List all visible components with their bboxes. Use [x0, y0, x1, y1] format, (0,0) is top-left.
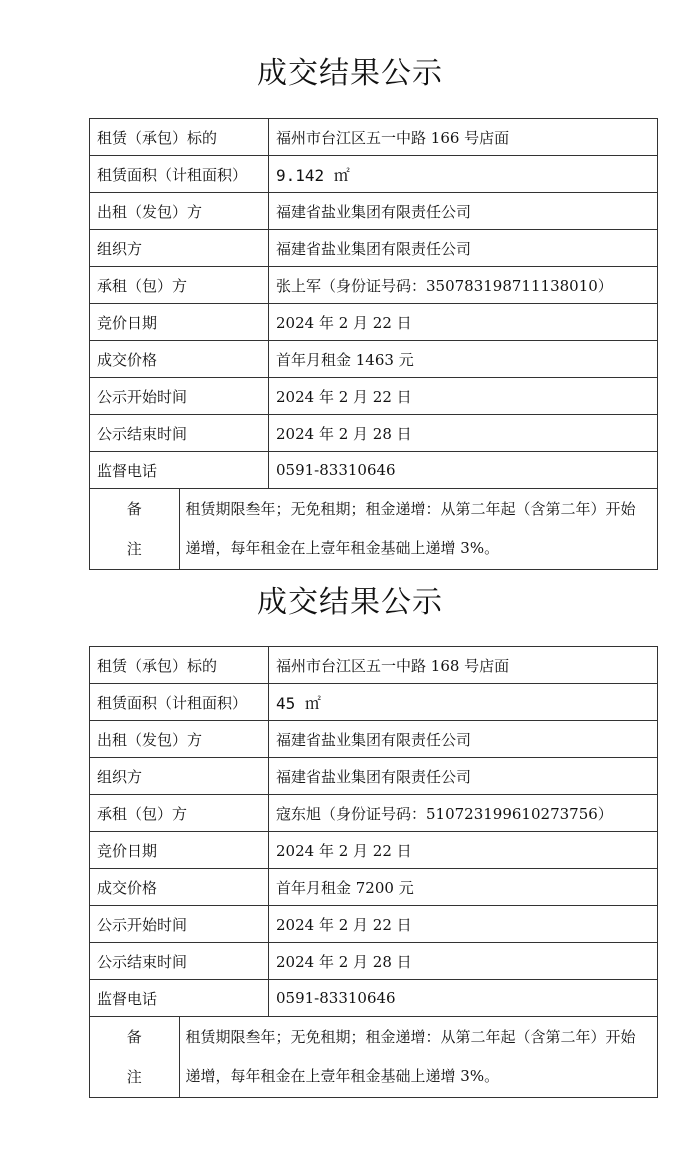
notice-title: 成交结果公示 [257, 585, 443, 620]
row-label-subject: 租赁（承包）标的 [90, 119, 269, 156]
table-row [90, 943, 658, 980]
table-row [90, 193, 658, 230]
row-value-organizer: 福建省盐业集团有限责任公司 [269, 758, 658, 795]
row-label-lessee: 承租（包）方 [90, 267, 269, 304]
row-value-start: 2024 年 2 月 22 日 [269, 378, 658, 415]
row-label-area: 租赁面积（计租面积） [90, 156, 269, 193]
table-row [90, 230, 658, 267]
table-row [90, 684, 658, 721]
row-label-lessee: 承租（包）方 [90, 795, 269, 832]
note-row [90, 489, 658, 570]
table-row [90, 156, 658, 193]
table-row [90, 980, 658, 1017]
table-row [90, 906, 658, 943]
row-label-end: 公示结束时间 [90, 943, 269, 980]
row-label-price: 成交价格 [90, 341, 269, 378]
row-label-lessor: 出租（发包）方 [90, 193, 269, 230]
row-label-price: 成交价格 [90, 869, 269, 906]
row-value-organizer: 福建省盐业集团有限责任公司 [269, 230, 658, 267]
note-label-char-1: 备 [126, 500, 142, 518]
table-row [90, 721, 658, 758]
table-row [90, 452, 658, 489]
row-value-price: 首年月租金 1463 元 [269, 341, 658, 378]
row-value-bid-date: 2024 年 2 月 22 日 [269, 304, 658, 341]
row-value-price: 首年月租金 7200 元 [269, 869, 658, 906]
row-label-start: 公示开始时间 [90, 378, 269, 415]
row-value-area: 9.142 ㎡ [269, 156, 658, 193]
table-row [90, 869, 658, 906]
table-row [90, 267, 658, 304]
row-value-subject: 福州市台江区五一中路 166 号店面 [269, 119, 658, 156]
row-value-end: 2024 年 2 月 28 日 [269, 415, 658, 452]
table-row [90, 832, 658, 869]
row-value-lessor: 福建省盐业集团有限责任公司 [269, 721, 658, 758]
table-row [90, 304, 658, 341]
result-table [89, 118, 658, 570]
row-label-start: 公示开始时间 [90, 906, 269, 943]
row-label-organizer: 组织方 [90, 230, 269, 267]
row-label-end: 公示结束时间 [90, 415, 269, 452]
row-label-bid-date: 竞价日期 [90, 304, 269, 341]
row-value-lessee: 张上军（身份证号码：350783198711138010） [269, 267, 658, 304]
table-row [90, 647, 658, 684]
table-row [90, 119, 658, 156]
note-label-char-2: 注 [126, 540, 142, 558]
row-label-bid-date: 竞价日期 [90, 832, 269, 869]
table-row [90, 415, 658, 452]
row-value-subject: 福州市台江区五一中路 168 号店面 [269, 647, 658, 684]
row-label-phone: 监督电话 [90, 452, 269, 489]
row-value-lessor: 福建省盐业集团有限责任公司 [269, 193, 658, 230]
result-table [89, 646, 658, 1098]
row-value-area: 45 ㎡ [269, 684, 658, 721]
row-value-phone: 0591-83310646 [269, 980, 658, 1017]
row-value-bid-date: 2024 年 2 月 22 日 [269, 832, 658, 869]
note-label-char-2: 注 [126, 1068, 142, 1086]
note-row [90, 1017, 658, 1098]
row-label-organizer: 组织方 [90, 758, 269, 795]
note-label [90, 489, 180, 570]
table-row [90, 795, 658, 832]
table-row [90, 341, 658, 378]
row-value-phone: 0591-83310646 [269, 452, 658, 489]
note-label-char-1: 备 [126, 1028, 142, 1046]
row-label-area: 租赁面积（计租面积） [90, 684, 269, 721]
note-text: 租赁期限叁年；无免租期；租金递增：从第二年起（含第二年）开始递增，每年租金在上壹年租金基础上递增 3%。 [179, 1017, 658, 1098]
row-label-subject: 租赁（承包）标的 [90, 647, 269, 684]
table-row [90, 758, 658, 795]
row-label-phone: 监督电话 [90, 980, 269, 1017]
row-label-lessor: 出租（发包）方 [90, 721, 269, 758]
table-row [90, 378, 658, 415]
note-text: 租赁期限叁年；无免租期；租金递增：从第二年起（含第二年）开始递增，每年租金在上壹年租金基础上递增 3%。 [179, 489, 658, 570]
row-value-end: 2024 年 2 月 28 日 [269, 943, 658, 980]
note-label [90, 1017, 180, 1098]
row-value-start: 2024 年 2 月 22 日 [269, 906, 658, 943]
notice-title: 成交结果公示 [257, 56, 443, 91]
row-value-lessee: 寇东旭（身份证号码：510723199610273756） [269, 795, 658, 832]
